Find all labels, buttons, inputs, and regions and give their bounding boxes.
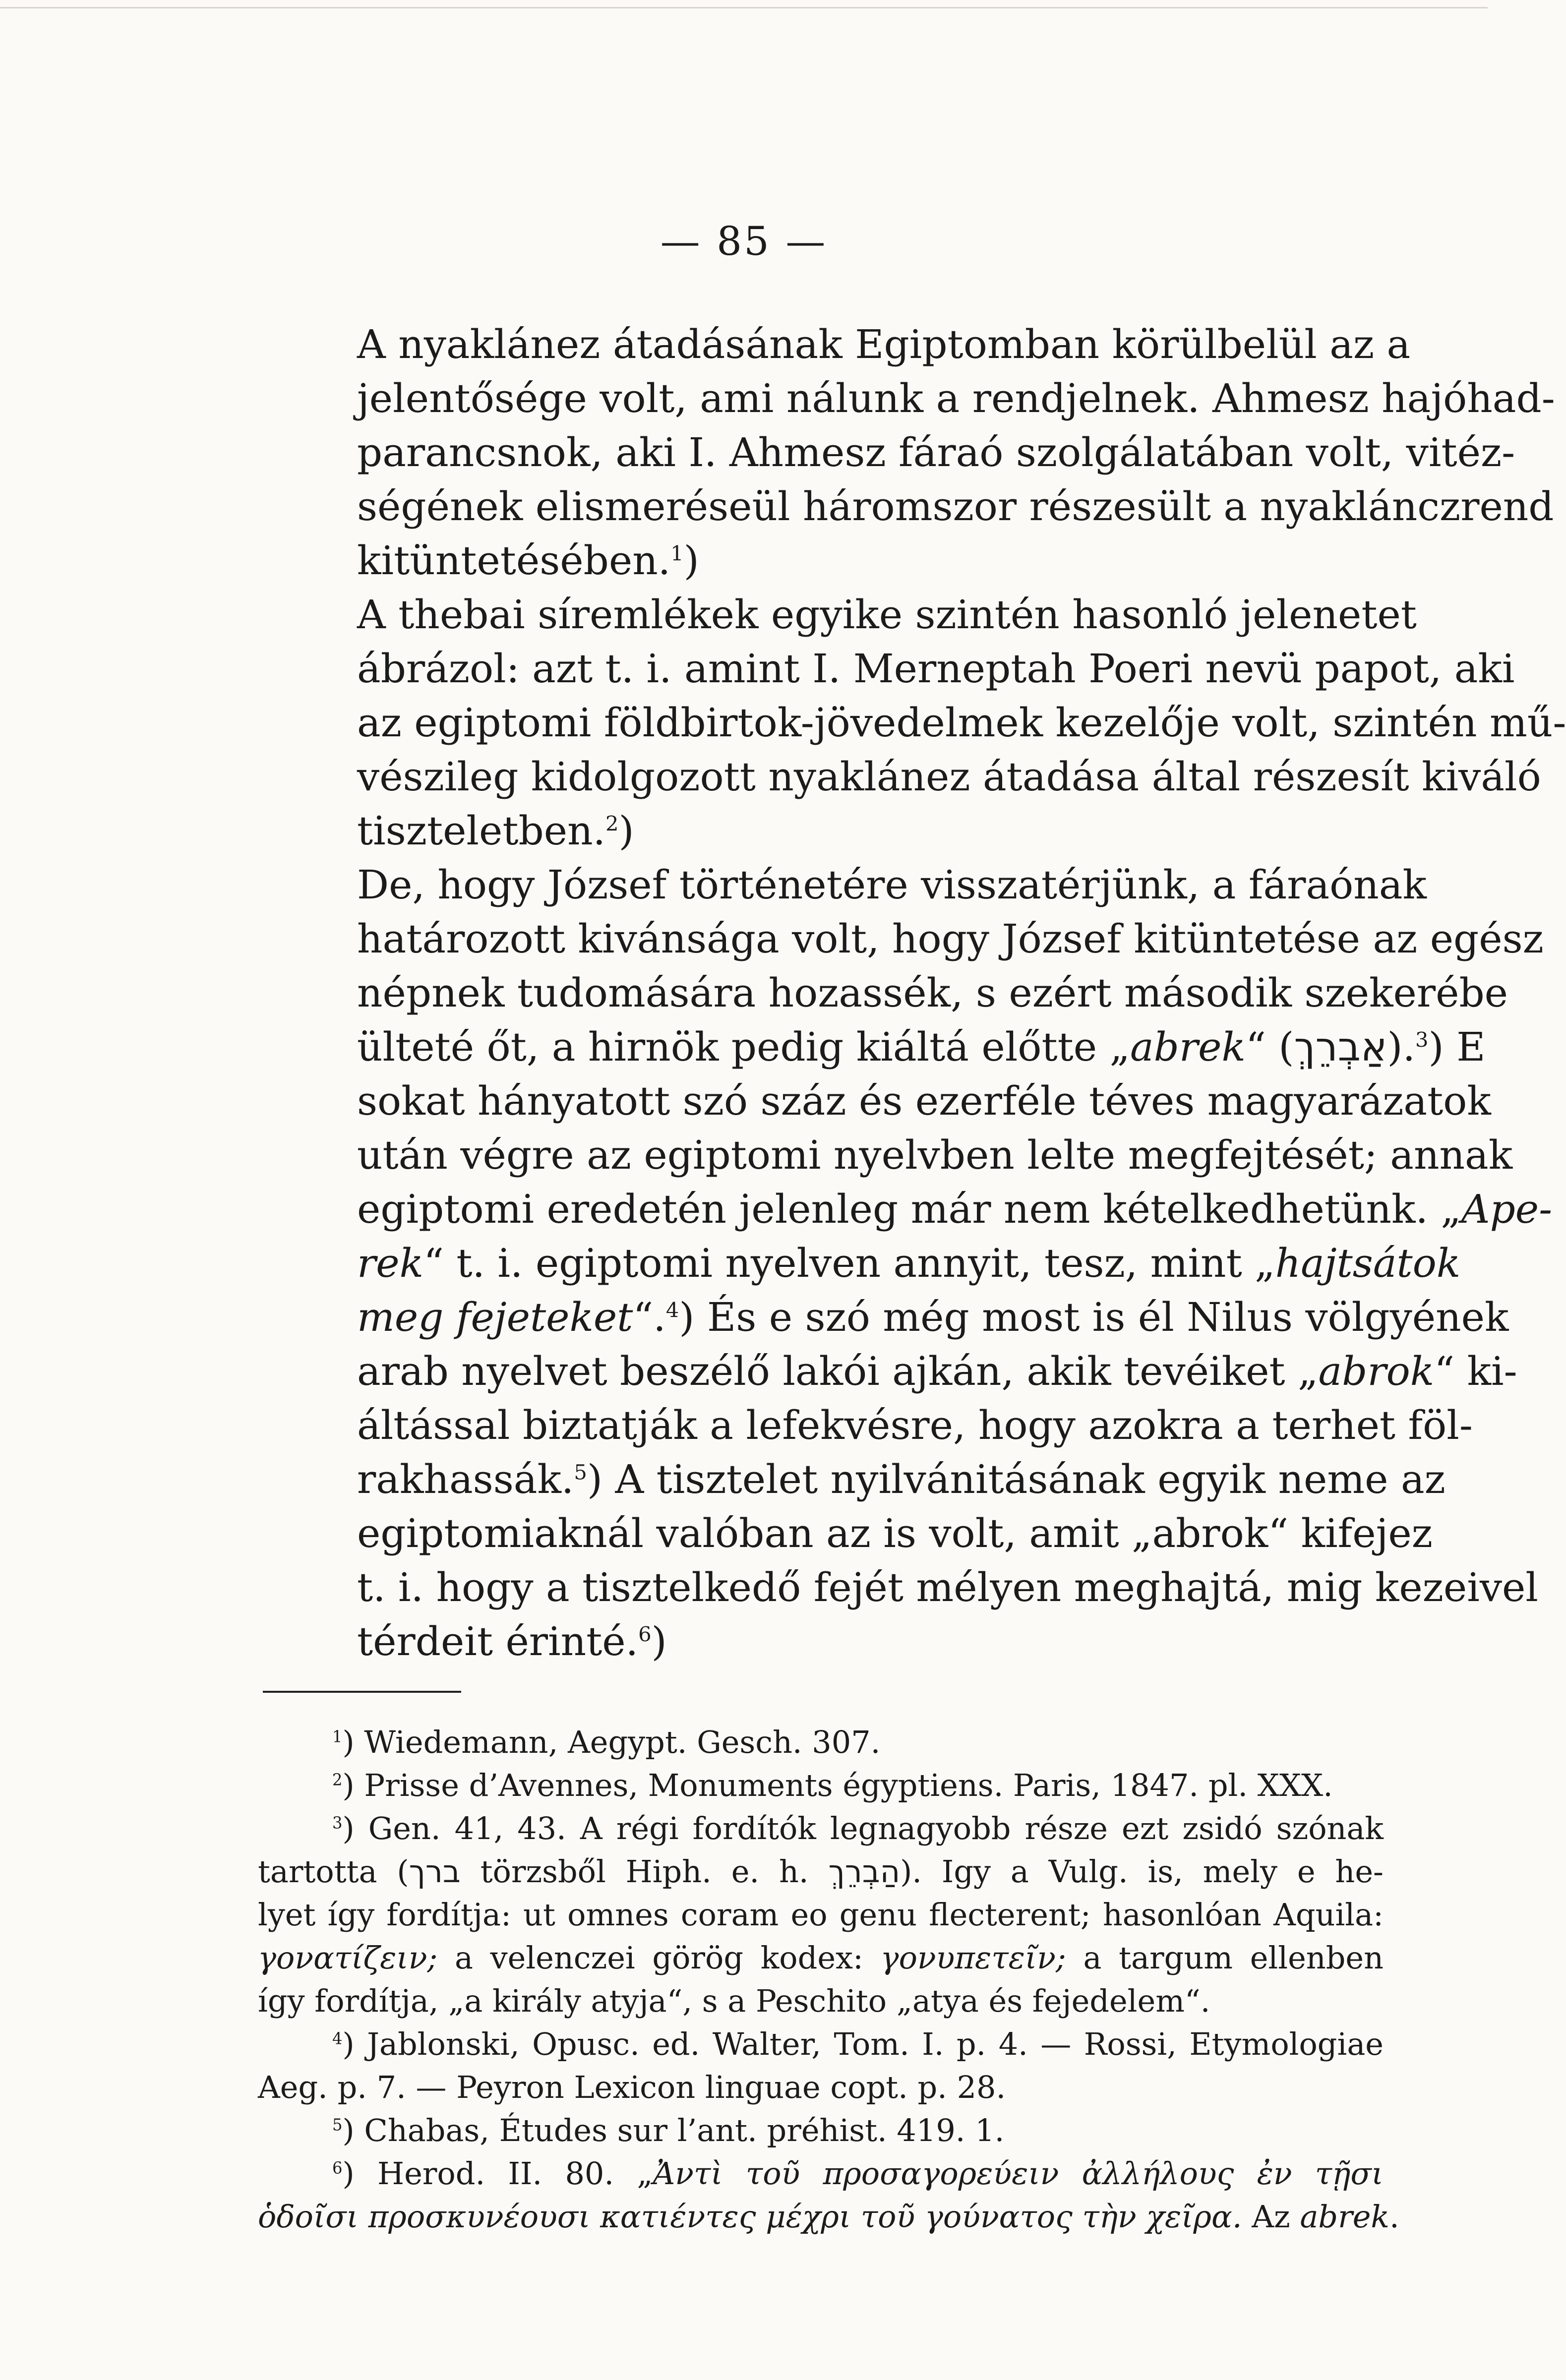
footnote-3: $^3$) Gen. 41, 43. A régi fordítók legnagyobb része ezt zsidó szónak <box>332 1810 1384 1846</box>
footnote-3-cont <box>258 1936 1384 1979</box>
italic-term: Ape- <box>1461 1186 1553 1232</box>
page-number: — 85 — <box>660 218 828 264</box>
paragraph-1 <box>258 317 1555 588</box>
footnote-3-cont: lyet így fordítja: ut omnes coram eo genu flecterent; hasonlóan Aquila: <box>258 1897 1384 1933</box>
text-span: ). Igy a Vulg. is, mely e he- <box>900 1853 1384 1890</box>
footnote-ref: 3 <box>1415 1027 1429 1052</box>
text-line: A nyaklánez átadásának Egiptomban körülbelül az a <box>357 321 1411 367</box>
text-line: A thebai síremlékek egyike szintén hasonló jelenetet <box>357 592 1417 638</box>
text-span: rakhassák. <box>357 1456 574 1502</box>
footnote-ref: 6 <box>638 1622 652 1647</box>
text-line: kitüntetésében.$^1$) <box>357 537 699 584</box>
greek-quote: ὁδοῖσι προσκυνέουσι κατιέντες μέχρι τοῦ γούνατος τὴν χεῖρα. <box>258 2199 1242 2235</box>
footnote-text: Chabas, Études sur l’ant. préhist. 419. 1. <box>364 2112 1005 2148</box>
main-text <box>258 317 1566 1668</box>
text-span: tartotta ( <box>258 1853 409 1890</box>
footnote-ref: 2 <box>605 811 619 836</box>
italic-term: hajtsátok <box>1275 1240 1461 1286</box>
paragraph-2 <box>258 588 1566 858</box>
footnote-4-cont: Aeg. p. 7. — Peyron Lexicon linguae copt. p. 28. <box>258 2069 1006 2105</box>
text-span: ). <box>1387 1024 1415 1070</box>
text-line <box>258 1182 1553 1236</box>
text-span: a velenczei görög kodex: <box>437 1940 881 1976</box>
text-line <box>258 1452 1446 1506</box>
greek-word: γονατίζειν; <box>258 1940 438 1976</box>
text-span: . <box>1389 2199 1399 2235</box>
greek-quote: Ἀντὶ τοῦ προσαγορεύειν ἀλλήλους ἐν τῇσι <box>653 2155 1384 2192</box>
footnote-3-cont <box>258 1850 1384 1893</box>
text-line <box>258 1290 1509 1344</box>
footnote-text: Jablonski, Opusc. ed. Walter, Tom. I. p. 4. — Rossi, Etymologiae <box>367 2026 1384 2062</box>
text-line: t. i. hogy a tisztelkedő fejét mélyen meghajtá, mig kezeivel <box>357 1564 1538 1610</box>
footnote-text: Wiedemann, Aegypt. Gesch. 307. <box>364 1724 881 1760</box>
footnote-text: Prisse d’Avennes, Monuments égyptiens. Paris, 1847. pl. XXX. <box>364 1767 1333 1803</box>
text-span: kitüntetésében. <box>357 537 671 584</box>
scan-edge-line <box>0 7 1488 8</box>
footnote-ref: 1 <box>670 541 684 566</box>
text-span: Herod. II. 80. „ <box>377 2155 653 2192</box>
text-span: ) A tisztelet nyilvánitásának egyik neme az <box>587 1456 1446 1502</box>
hebrew-word: ברך <box>409 1853 461 1890</box>
footnotes <box>258 1721 1399 2238</box>
text-line <box>258 1236 1461 1290</box>
footnote-ref: 4 <box>665 1298 679 1322</box>
text-span: térdeit érinté. <box>357 1618 639 1665</box>
footnote-text: Gen. 41, 43. A régi fordítók legnagyobb része ezt zsidó szónak <box>368 1810 1384 1846</box>
text-span: arab nyelvet beszélő lakói ajkán, akik tevéiket „ <box>357 1348 1319 1394</box>
italic-term: abrok <box>1318 1348 1435 1394</box>
text-span: törzsből Hiph. e. h. <box>460 1853 829 1890</box>
text-line: sokat hányatott szó száz és ezerféle téves magyarázatok <box>357 1078 1491 1124</box>
text-line: ségének elismeréseül háromszor részesült a nyaklánczrend <box>357 483 1554 530</box>
text-line: az egiptomi földbirtok-jövedelmek kezelője volt, szintén mű- <box>357 700 1566 746</box>
paragraph-3 <box>258 858 1553 1668</box>
text-line: áltással biztatják a lefekvésre, hogy azokra a terhet föl- <box>357 1402 1473 1448</box>
footnote-5: $^5$) Chabas, Études sur l’ant. préhist. 419. 1. <box>332 2112 1005 2148</box>
text-line: jelentősége volt, ami nálunk a rendjelnek. Ahmesz hajóhad- <box>357 375 1555 421</box>
text-line: vészileg kidolgozott nyaklánez átadása által részesít kiváló <box>357 754 1541 800</box>
text-line: egiptomiaknál valóban az is volt, amit „abrok“ kifejez <box>357 1510 1433 1556</box>
text-span: “ t. i. egiptomi nyelven annyit, tesz, mint „ <box>423 1240 1275 1286</box>
text-line: határozott kivánsága volt, hogy József kitüntetése az egész <box>357 916 1544 962</box>
footnote-3-cont: így fordítja, „a király atyja“, s a Peschito „atya és fejedelem“. <box>258 1983 1210 2019</box>
italic-term: abrek <box>1300 2199 1389 2235</box>
text-span: tiszteletben. <box>357 808 606 854</box>
text-span: “ ki- <box>1434 1348 1517 1394</box>
text-line: parancsnok, aki I. Ahmesz fáraó szolgálatában volt, vitéz- <box>357 429 1515 476</box>
footnote-separator <box>263 1691 461 1693</box>
text-line: tiszteletben.$^2$) <box>357 808 634 854</box>
footnote-1: $^1$) Wiedemann, Aegypt. Gesch. 307. <box>332 1724 881 1760</box>
footnote-6: $^6$) Herod. II. 80. „Ἀντὶ τοῦ προσαγορεύειν ἀλλήλους ἐν τῇσι <box>332 2155 1384 2192</box>
text-span: egiptomi eredetén jelenleg már nem kételkedhetünk. „ <box>357 1186 1461 1232</box>
text-line: után végre az egiptomi nyelvben lelte megfejtését; annak <box>357 1132 1513 1178</box>
text-line <box>258 1020 1486 1074</box>
text-span: “ ( <box>1245 1024 1294 1070</box>
italic-term: meg fejeteket <box>357 1294 633 1340</box>
footnote-2: $^2$) Prisse d’Avennes, Monuments égyptiens. Paris, 1847. pl. XXX. <box>332 1767 1333 1803</box>
text-line: térdeit érinté.$^6$) <box>357 1618 667 1665</box>
italic-term: abrek <box>1130 1024 1246 1070</box>
text-line: népnek tudomására hozassék, s ezért második szekerébe <box>357 970 1508 1016</box>
text-span: ) E <box>1428 1024 1486 1070</box>
footnote-6-cont <box>258 2195 1399 2238</box>
italic-term: rek <box>357 1240 424 1286</box>
text-line <box>258 1344 1517 1398</box>
footnote-4: $^4$) Jablonski, Opusc. ed. Walter, Tom. I. p. 4. — Rossi, Etymologiae <box>332 2026 1384 2062</box>
hebrew-word: אַבְרֵךְ <box>1294 1024 1387 1070</box>
text-span: Az <box>1242 2199 1300 2235</box>
greek-word: γονυπετεῖν; <box>880 1940 1066 1976</box>
hebrew-word: הַבְרֵךְ <box>828 1853 901 1890</box>
text-span: ülteté őt, a hirnök pedig kiáltá előtte „ <box>357 1024 1130 1070</box>
text-line: ábrázol: azt t. i. amint I. Merneptah Poeri nevü papot, aki <box>357 646 1515 692</box>
text-line: De, hogy József történetére visszatérjünk, a fáraónak <box>357 862 1427 908</box>
text-span: “. <box>633 1294 666 1340</box>
text-span: ) És e szó még most is él Nilus völgyének <box>679 1294 1509 1340</box>
text-span: a targum ellenben <box>1066 1940 1384 1976</box>
footnote-ref: 5 <box>574 1460 587 1485</box>
